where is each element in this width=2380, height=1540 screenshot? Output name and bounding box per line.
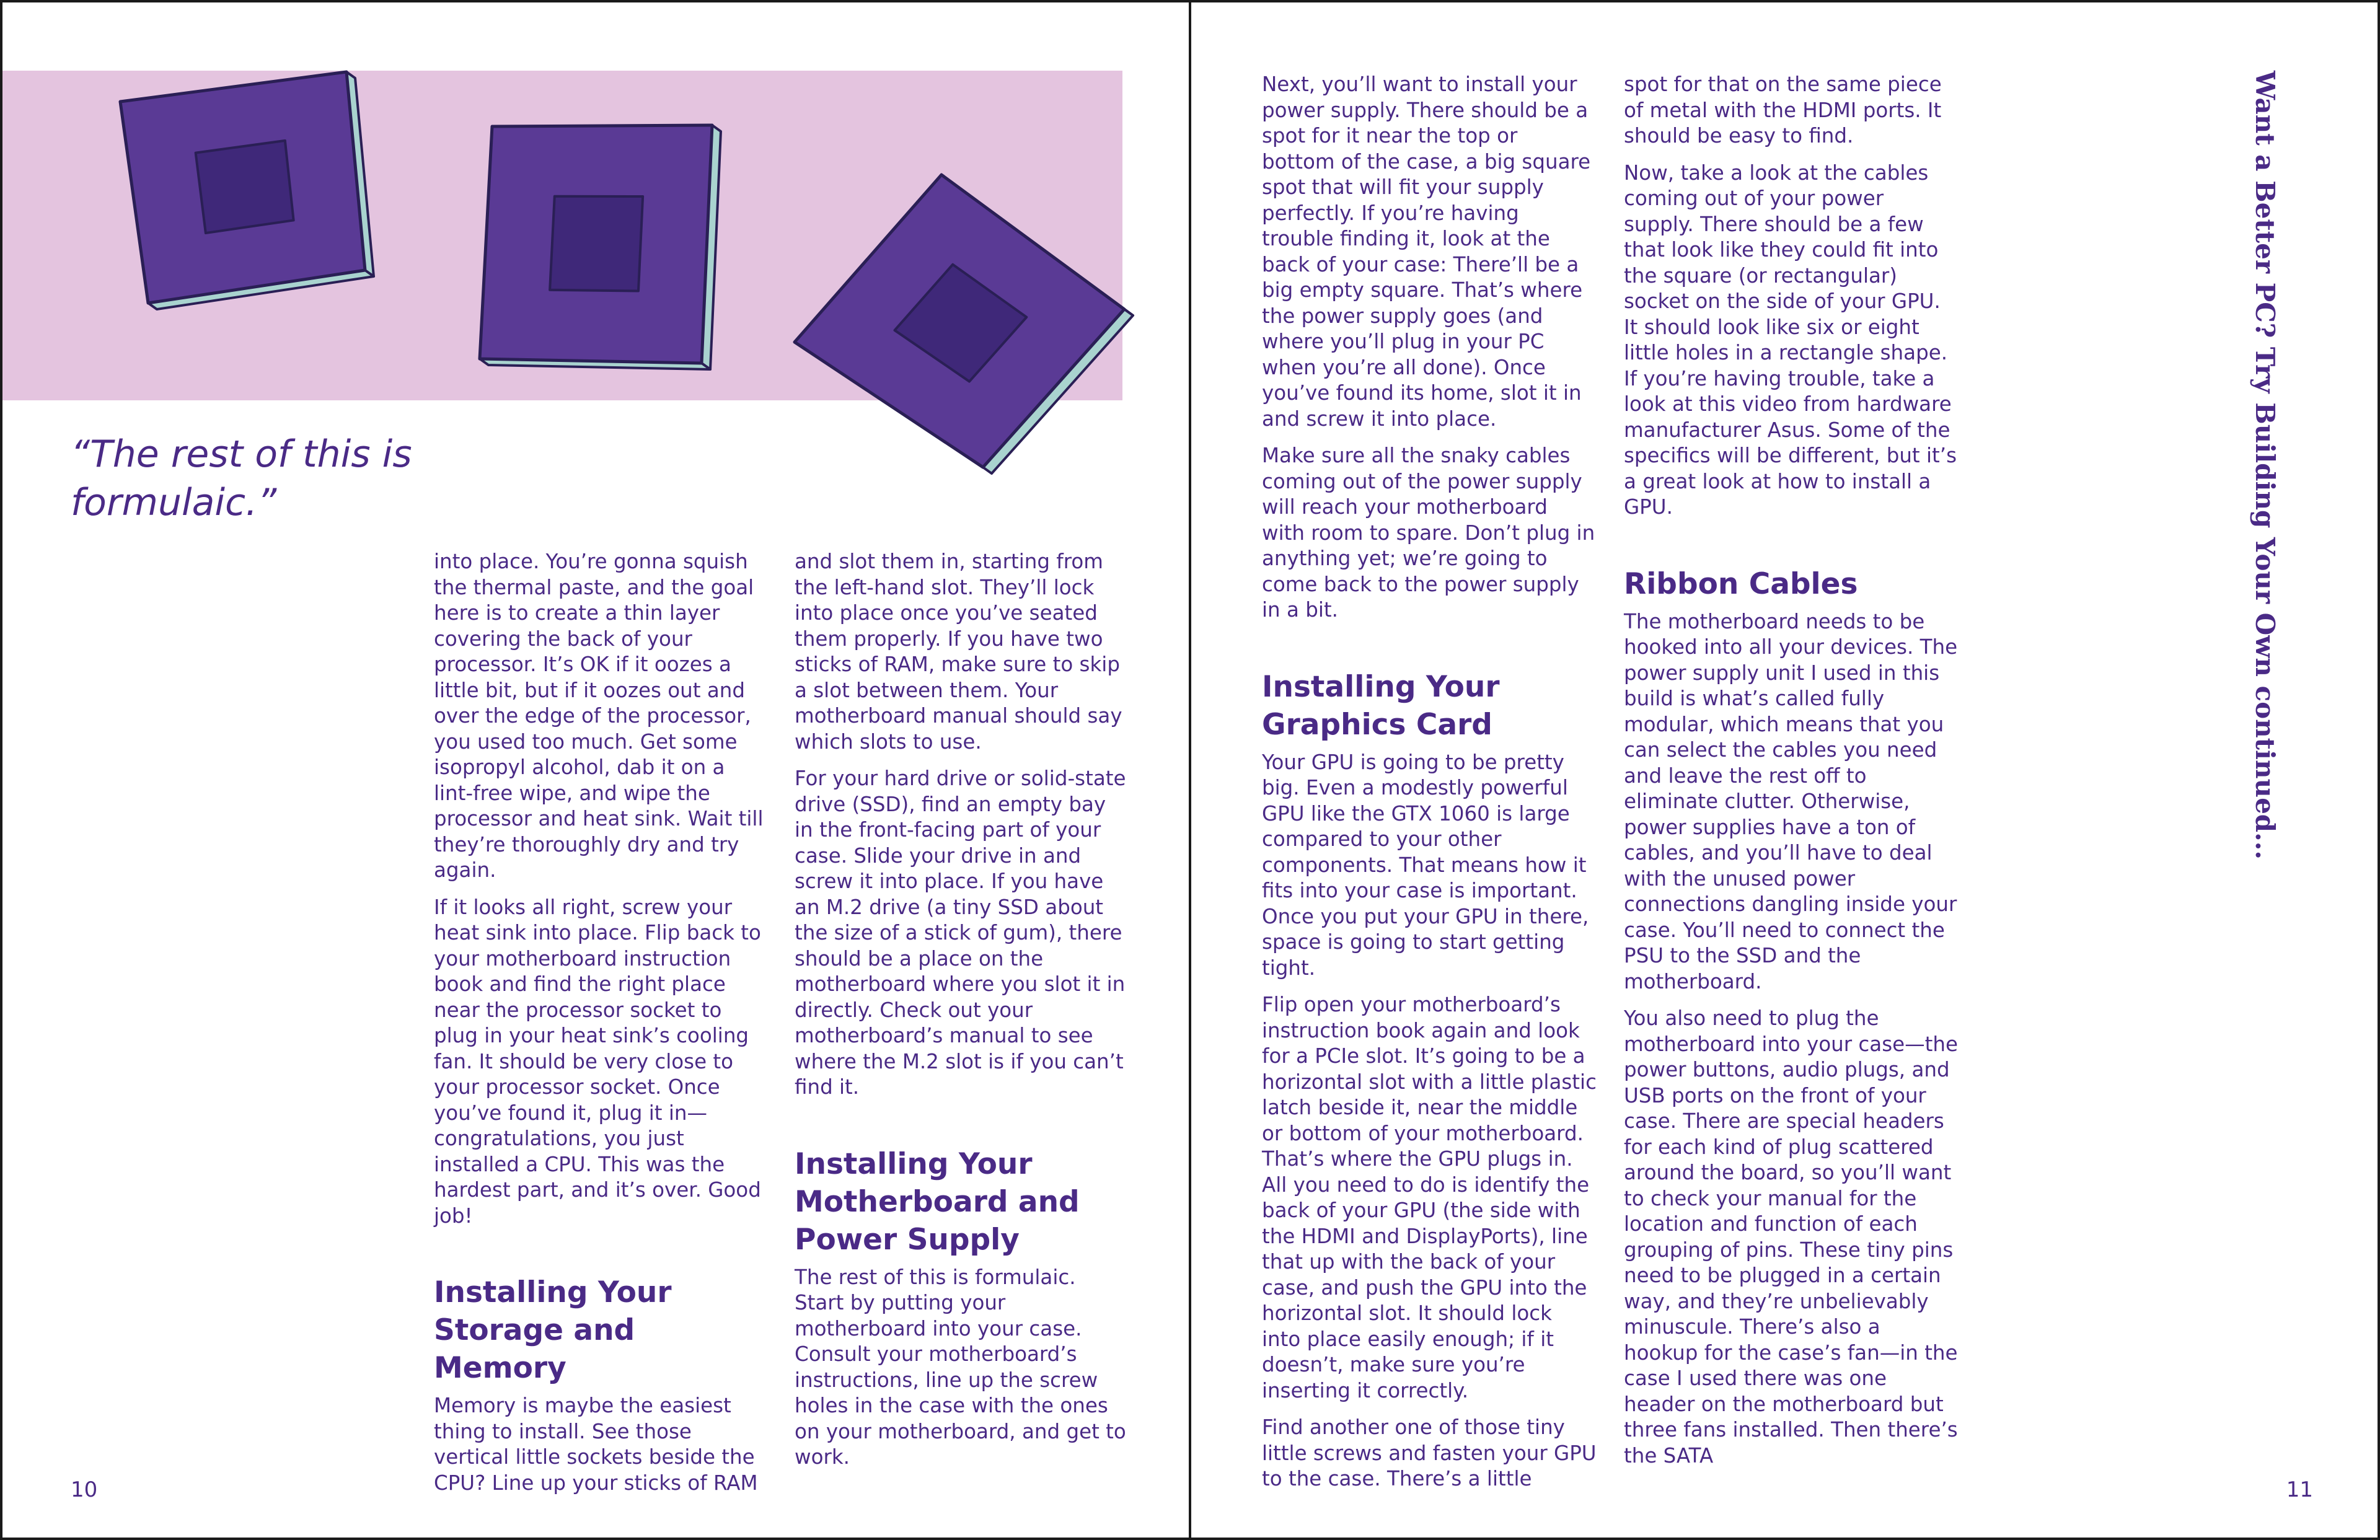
body-paragraph: Your GPU is going to be pretty big. Even a modestly powerful GPU like the GTX 1060 is large compared to your other components. That means how it fits into your case is important. Once you put your GPU in there, space is going to start getting tight. [1262, 750, 1589, 980]
section-heading-graphics-card: Installing Your Graphics Card [1262, 669, 1500, 742]
right-page [1189, 0, 2380, 1540]
right-column-1 [1262, 72, 1597, 1503]
running-head: Want a Better PC? Try Building Your Own continued... [2250, 71, 2280, 860]
body-paragraph: Flip open your motherboard’s instruction book again and look for a PCIe slot. It’s going to be a horizontal slot with a little plastic latch beside it, near the middle or bottom of your motherboard. That’s where the GPU plugs in. All you need to do is identify the back of your GPU (the side with the HDMI and DisplayPorts), line that up with the back of your case, and push the GPU into the horizontal slot. It should lock into place easily enough; if it doesn’t, make sure you’re inserting it correctly. [1262, 993, 1597, 1402]
right-column-2 [1624, 72, 1959, 1480]
section-heading-motherboard-power: Installing Your Motherboard and Power Supply [795, 1146, 1080, 1257]
body-paragraph: The motherboard needs to be hooked into all your devices. The power supply unit I used in this build is what’s called fully modular, which means that you can select the cables you need and leave the rest off to eliminate clutter. Otherwise, power supplies have a ton of cables, and you’ll have to deal with the unused power connections dangling inside your case. You’ll need to connect the PSU to the SSD and the motherboard. [1624, 609, 1958, 993]
body-paragraph: For your hard drive or solid-state drive (SSD), find an empty bay in the front-facing part of your case. Slide your drive in and screw it into place. If you have an M.2 drive (a tiny SSD about the size of a stick of gum), there should be a place on the motherboard where you slot it in directly. Check out your motherboard’s manual to see where the M.2 slot is if you can’t find it. [795, 767, 1126, 1099]
body-paragraph: Memory is maybe the easiest thing to install. See those vertical little sockets beside the CPU? Line up your sticks of RAM [434, 1394, 758, 1495]
left-column-2 [795, 549, 1129, 1482]
body-paragraph: Make sure all the snaky cables coming out of the power supply will reach your motherboard with room to spare. Don’t plug in anything yet; we’re going to come back to the power supply in a bit. [1262, 444, 1595, 622]
body-paragraph: Next, you’ll want to install your power supply. There should be a spot for it near the top or bottom of the case, a big square spot that will fit your supply perfectly. If you’re having trouble finding it, look at the back of your case: There’ll be a big empty square. That’s where the power supply goes (and where you’ll plug in your PC when you’re all done). Once you’ve found its home, slot it in and screw it into place. [1262, 73, 1591, 431]
pull-quote: “The rest of this is formulaic.” [71, 433, 412, 524]
chip-die [196, 141, 294, 233]
body-paragraph: spot for that on the same piece of metal with the HDMI ports. It should be easy to find. [1624, 73, 1942, 147]
body-paragraph: Now, take a look at the cables coming out of your power supply. There should be a few that look like they could fit into the square (or rectangular) socket on the side of your GPU. It should look like six or eight little holes in a rectangle shape. If you’re having trouble, take a look at this video from hardware manufacturer Asus. Some of the specifics will be different, but it’s a great look at how to install a GPU. [1624, 161, 1957, 519]
body-paragraph: Find another one of those tiny little screws and fasten your GPU to the case. There’s a little [1262, 1415, 1597, 1490]
body-paragraph: and slot them in, starting from the left-hand slot. They’ll lock into place once you’ve seated them properly. If you have two sticks of RAM, make sure to skip a slot between them. Your motherboard manual should say which slots to use. [795, 550, 1122, 754]
body-paragraph: You also need to plug the motherboard into your case—the power buttons, audio plugs, and USB ports on the front of your case. There are special headers for each kind of plug scattered around the board, so you’ll want to check your manual for the location and function of each grouping of pins. These tiny pins need to be plugged in a certain way, and they’re unbelievably minuscule. There’s also a hookup for the case’s fan—in the case I used there was one header on the motherboard but three fans installed. Then there’s the SATA [1624, 1006, 1958, 1467]
page-number-right: 11 [2286, 1477, 2313, 1502]
left-column-1 [434, 549, 769, 1507]
page-number-left: 10 [71, 1477, 98, 1502]
body-paragraph: If it looks all right, screw your heat sink into place. Flip back to your motherboard instruction book and find the right place near the processor socket to plug in your heat sink’s cooling fan. It should be very close to your processor socket. Once you’ve found it, plug it in—congratulations, you just installed a CPU. This was the hardest part, and it’s over. Good job! [434, 895, 761, 1228]
body-paragraph: into place. You’re gonna squish the thermal paste, and the goal here is to create a thin layer covering the back of your processor. It’s OK if it oozes a little bit, but if it oozes out and over the edge of the processor, you used too much. Get some isopropyl alcohol, dab it on a lint-free wipe, and wipe the processor and heat sink. Wait till they’re thoroughly dry and try again. [434, 550, 764, 882]
section-heading-storage-memory: Installing Your Storage and Memory [434, 1275, 672, 1385]
chip-die [550, 196, 643, 291]
section-heading-ribbon-cables: Ribbon Cables [1624, 566, 1858, 601]
body-paragraph: The rest of this is formulaic. Start by putting your motherboard into your case. Consult your motherboard’s instructions, line up the screw holes in the case with the ones on your motherboard, and get to work. [795, 1265, 1126, 1469]
